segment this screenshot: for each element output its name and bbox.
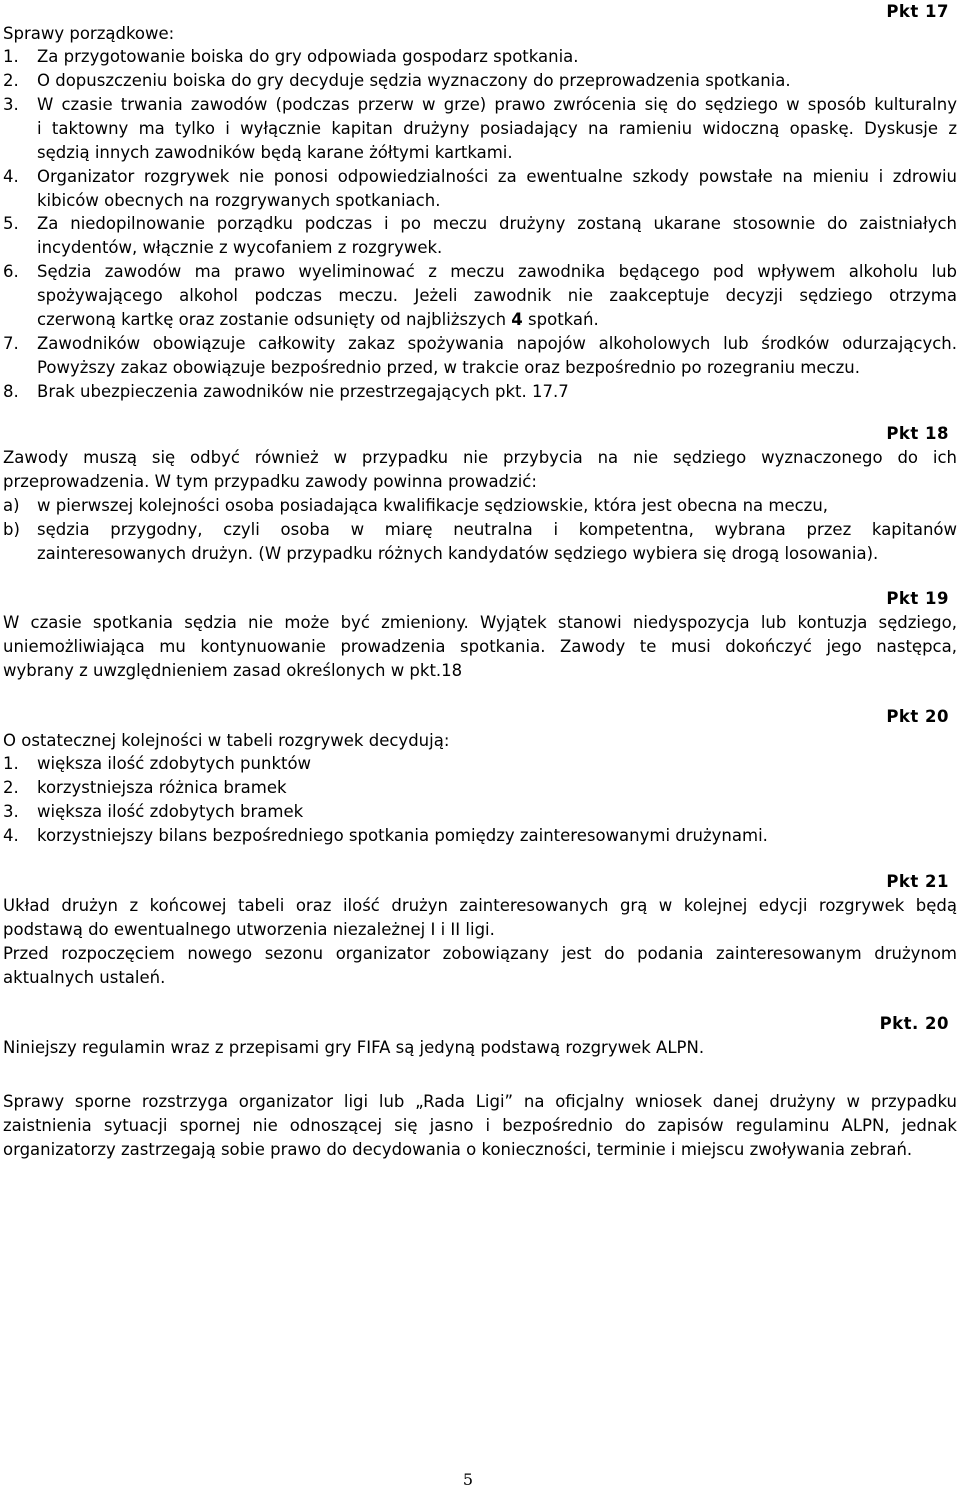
item-text: Organizator rozgrywek nie ponosi odpowiedzialności za ewentualne szkody powstałe na mieniu i zdrowiu [37, 167, 957, 186]
item-text: zainteresowanych drużyn. (W przypadku różnych kandydatów sędziego wybiera się drogą losowania). [37, 544, 879, 563]
item-text: Sędzia zawodów ma prawo wyeliminować z meczu zawodnika będącego pod wpływem alkoholu lub [37, 262, 957, 281]
paragraph-line: Zawody muszą się odbyć również w przypadku nie przybycia na nie sędziego wyznaczonego do ich [3, 448, 957, 467]
item-text: kibiców obecnych na rozgrywanych spotkaniach. [37, 191, 441, 210]
item-text: korzystniejszy bilans bezpośredniego spotkania pomiędzy zainteresowanymi drużynami. [37, 826, 768, 845]
item-number: 3. [3, 95, 19, 114]
item-text: spożywającego alkohol podczas meczu. Jeżeli zawodnik nie zaakceptuje decyzji sędziego otrzyma [37, 286, 957, 305]
item-number: 5. [3, 214, 19, 233]
paragraph-line: Sprawy sporne rozstrzyga organizator ligi lub „Rada Ligi” na oficjalny wniosek danej drużyny w przypadku [3, 1092, 957, 1111]
item-text: czerwoną kartkę oraz zostanie odsunięty od najbliższych 4 spotkań. [37, 310, 599, 329]
item-text: Powyższy zakaz obowiązuje bezpośrednio przed, w trakcie oraz bezpośrednio po rozegraniu meczu. [37, 358, 860, 377]
item-text: sędzią innych zawodników będą karane żółtymi kartkami. [37, 143, 513, 162]
item-number: 6. [3, 262, 19, 281]
item-text: w pierwszej kolejności osoba posiadająca kwalifikacje sędziowskie, która jest obecna na meczu, [37, 496, 829, 515]
paragraph-line: organizatorzy zastrzegają sobie prawo do decydowania o konieczności, terminie i miejscu zwoływania zebrań. [3, 1140, 913, 1159]
item-number: 3. [3, 802, 19, 821]
section-heading-pkt17: Pkt 17 [886, 2, 949, 21]
page-number: 5 [462, 1470, 474, 1489]
item-number: 1. [3, 754, 19, 773]
item-text: korzystniejsza różnica bramek [37, 778, 287, 797]
item-text: większa ilość zdobytych punktów [37, 754, 312, 773]
paragraph-line: podstawą do ewentualnego utworzenia niezależnej I i II ligi. [3, 920, 495, 939]
item-number: 7. [3, 334, 19, 353]
paragraph-line: W czasie spotkania sędzia nie może być zmieniony. Wyjątek stanowi niedyspozycja lub kontuzja sędziego, [3, 613, 957, 632]
section-intro: Sprawy porządkowe: [3, 24, 175, 43]
item-number: 4. [3, 826, 19, 845]
paragraph-line: zaistnienia sytuacji spornej nie odnoszącej się jasno i bezpośrednio do zapisów regulaminu ALPN, jednak [3, 1116, 957, 1135]
item-text: Zawodników obowiązuje całkowity zakaz spożywania napojów alkoholowych lub środków odurzających. [37, 334, 957, 353]
item-text: większa ilość zdobytych bramek [37, 802, 304, 821]
item-number: 2. [3, 778, 19, 797]
item-text: Za niedopilnowanie porządku podczas i po meczu drużyny zostaną ukarane stosownie do zaistniałych [37, 214, 957, 233]
bold-number: 4 [511, 310, 523, 329]
paragraph-line: Przed rozpoczęciem nowego sezonu organizator zobowiązany jest do podania zainteresowanym drużynom [3, 944, 957, 963]
item-text: i taktowny ma tylko i wyłącznie kapitan drużyny posiadający na ramieniu widoczną opaskę. Dyskusje z [37, 119, 957, 138]
item-letter: a) [3, 496, 20, 515]
paragraph-line: uniemożliwiająca mu kontynuowanie prowadzenia spotkania. Zawody te musi dokończyć jego następca, [3, 637, 957, 656]
item-text: Za przygotowanie boiska do gry odpowiada gospodarz spotkania. [37, 47, 579, 66]
section-heading-pkt20: Pkt 20 [886, 707, 949, 726]
paragraph-line: wybrany z uwzględnieniem zasad określonych w pkt.18 [3, 661, 463, 680]
section-heading-pkt18: Pkt 18 [886, 424, 949, 443]
item-text: Brak ubezpieczenia zawodników nie przestrzegających pkt. 17.7 [37, 382, 569, 401]
item-number: 8. [3, 382, 19, 401]
item-text: O dopuszczeniu boiska do gry decyduje sędzia wyznaczony do przeprowadzenia spotkania. [37, 71, 791, 90]
paragraph-line: przeprowadzenia. W tym przypadku zawody powinna prowadzić: [3, 472, 537, 491]
paragraph-line: Niniejszy regulamin wraz z przepisami gry FIFA są jedyną podstawą rozgrywek ALPN. [3, 1038, 705, 1057]
section-heading-pkt21: Pkt 21 [886, 872, 949, 891]
item-text: incydentów, włącznie z wycofaniem z rozgrywek. [37, 238, 443, 257]
section-heading-pkt19: Pkt 19 [886, 589, 949, 608]
item-letter: b) [3, 520, 20, 539]
item-number: 2. [3, 71, 19, 90]
paragraph-line: aktualnych ustaleń. [3, 968, 166, 987]
paragraph-line: Układ drużyn z końcowej tabeli oraz ilość drużyn zainteresowanych grą w kolejnej edycji rozgrywek będą [3, 896, 957, 915]
item-text: sędzia przygodny, czyli osoba w miarę neutralna i kompetentna, wybrana przez kapitanów [37, 520, 957, 539]
item-text: W czasie trwania zawodów (podczas przerw w grze) prawo zwrócenia się do sędziego w sposób kulturalny [37, 95, 957, 114]
item-number: 4. [3, 167, 19, 186]
section-heading-pkt20b: Pkt. 20 [879, 1014, 949, 1033]
item-number: 1. [3, 47, 19, 66]
section-intro: O ostatecznej kolejności w tabeli rozgrywek decydują: [3, 731, 450, 750]
